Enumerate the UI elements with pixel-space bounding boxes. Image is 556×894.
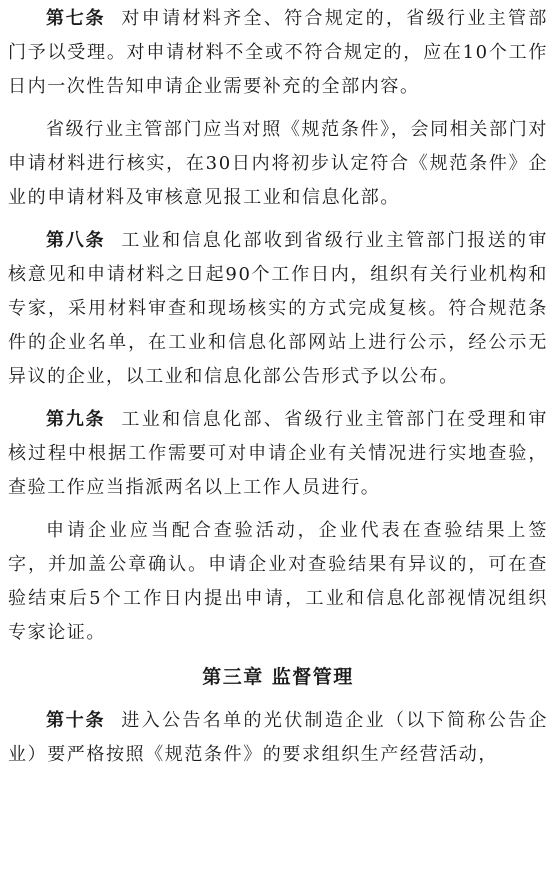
article-9-paragraph-1 [8,403,548,505]
article-7-paragraph-1 [8,2,548,104]
article-10-paragraph-1 [8,704,548,772]
article-8-text-1: 工业和信息化部收到省级行业主管部门报送的审核意见和申请材料之日起90个工作日内，组织有关行业机构和专家，采用材料审查和现场核实的方式完成复核。符合规范条件的企业名单，在工业和信息化部网站上进行公示，经公示无异议的企业，以工业和信息化部公告形式予以公布。 [8,230,548,387]
article-7-label: 第七条 [46,8,106,29]
article-8-paragraph-1 [8,224,548,394]
article-9-label: 第九条 [46,409,106,430]
article-10-label: 第十条 [46,710,106,731]
article-10-text-1: 进入公告名单的光伏制造企业（以下简称公告企业）要严格按照《规范条件》的要求组织生产经营活动， [8,710,548,765]
article-9-text-1: 工业和信息化部、省级行业主管部门在受理和审核过程中根据工作需要可对申请企业有关情况进行实地查验，查验工作应当指派两名以上工作人员进行。 [8,409,548,498]
chapter-3-heading: 第三章 监督管理 [202,666,354,688]
article-7-text-1: 对申请材料齐全、符合规定的，省级行业主管部门予以受理。对申请材料不全或不符合规定的，应在10个工作日内一次性告知申请企业需要补充的全部内容。 [8,8,548,97]
article-9-paragraph-2: 申请企业应当配合查验活动，企业代表在查验结果上签字，并加盖公章确认。申请企业对查验结果有异议的，可在查验结束后5个工作日内提出申请，工业和信息化部视情况组织专家论证。 [8,520,548,643]
article-7-paragraph-2: 省级行业主管部门应当对照《规范条件》，会同相关部门对申请材料进行核实，在30日内将初步认定符合《规范条件》企业的申请材料及审核意见报工业和信息化部。 [8,119,548,208]
article-8-label: 第八条 [46,230,106,251]
